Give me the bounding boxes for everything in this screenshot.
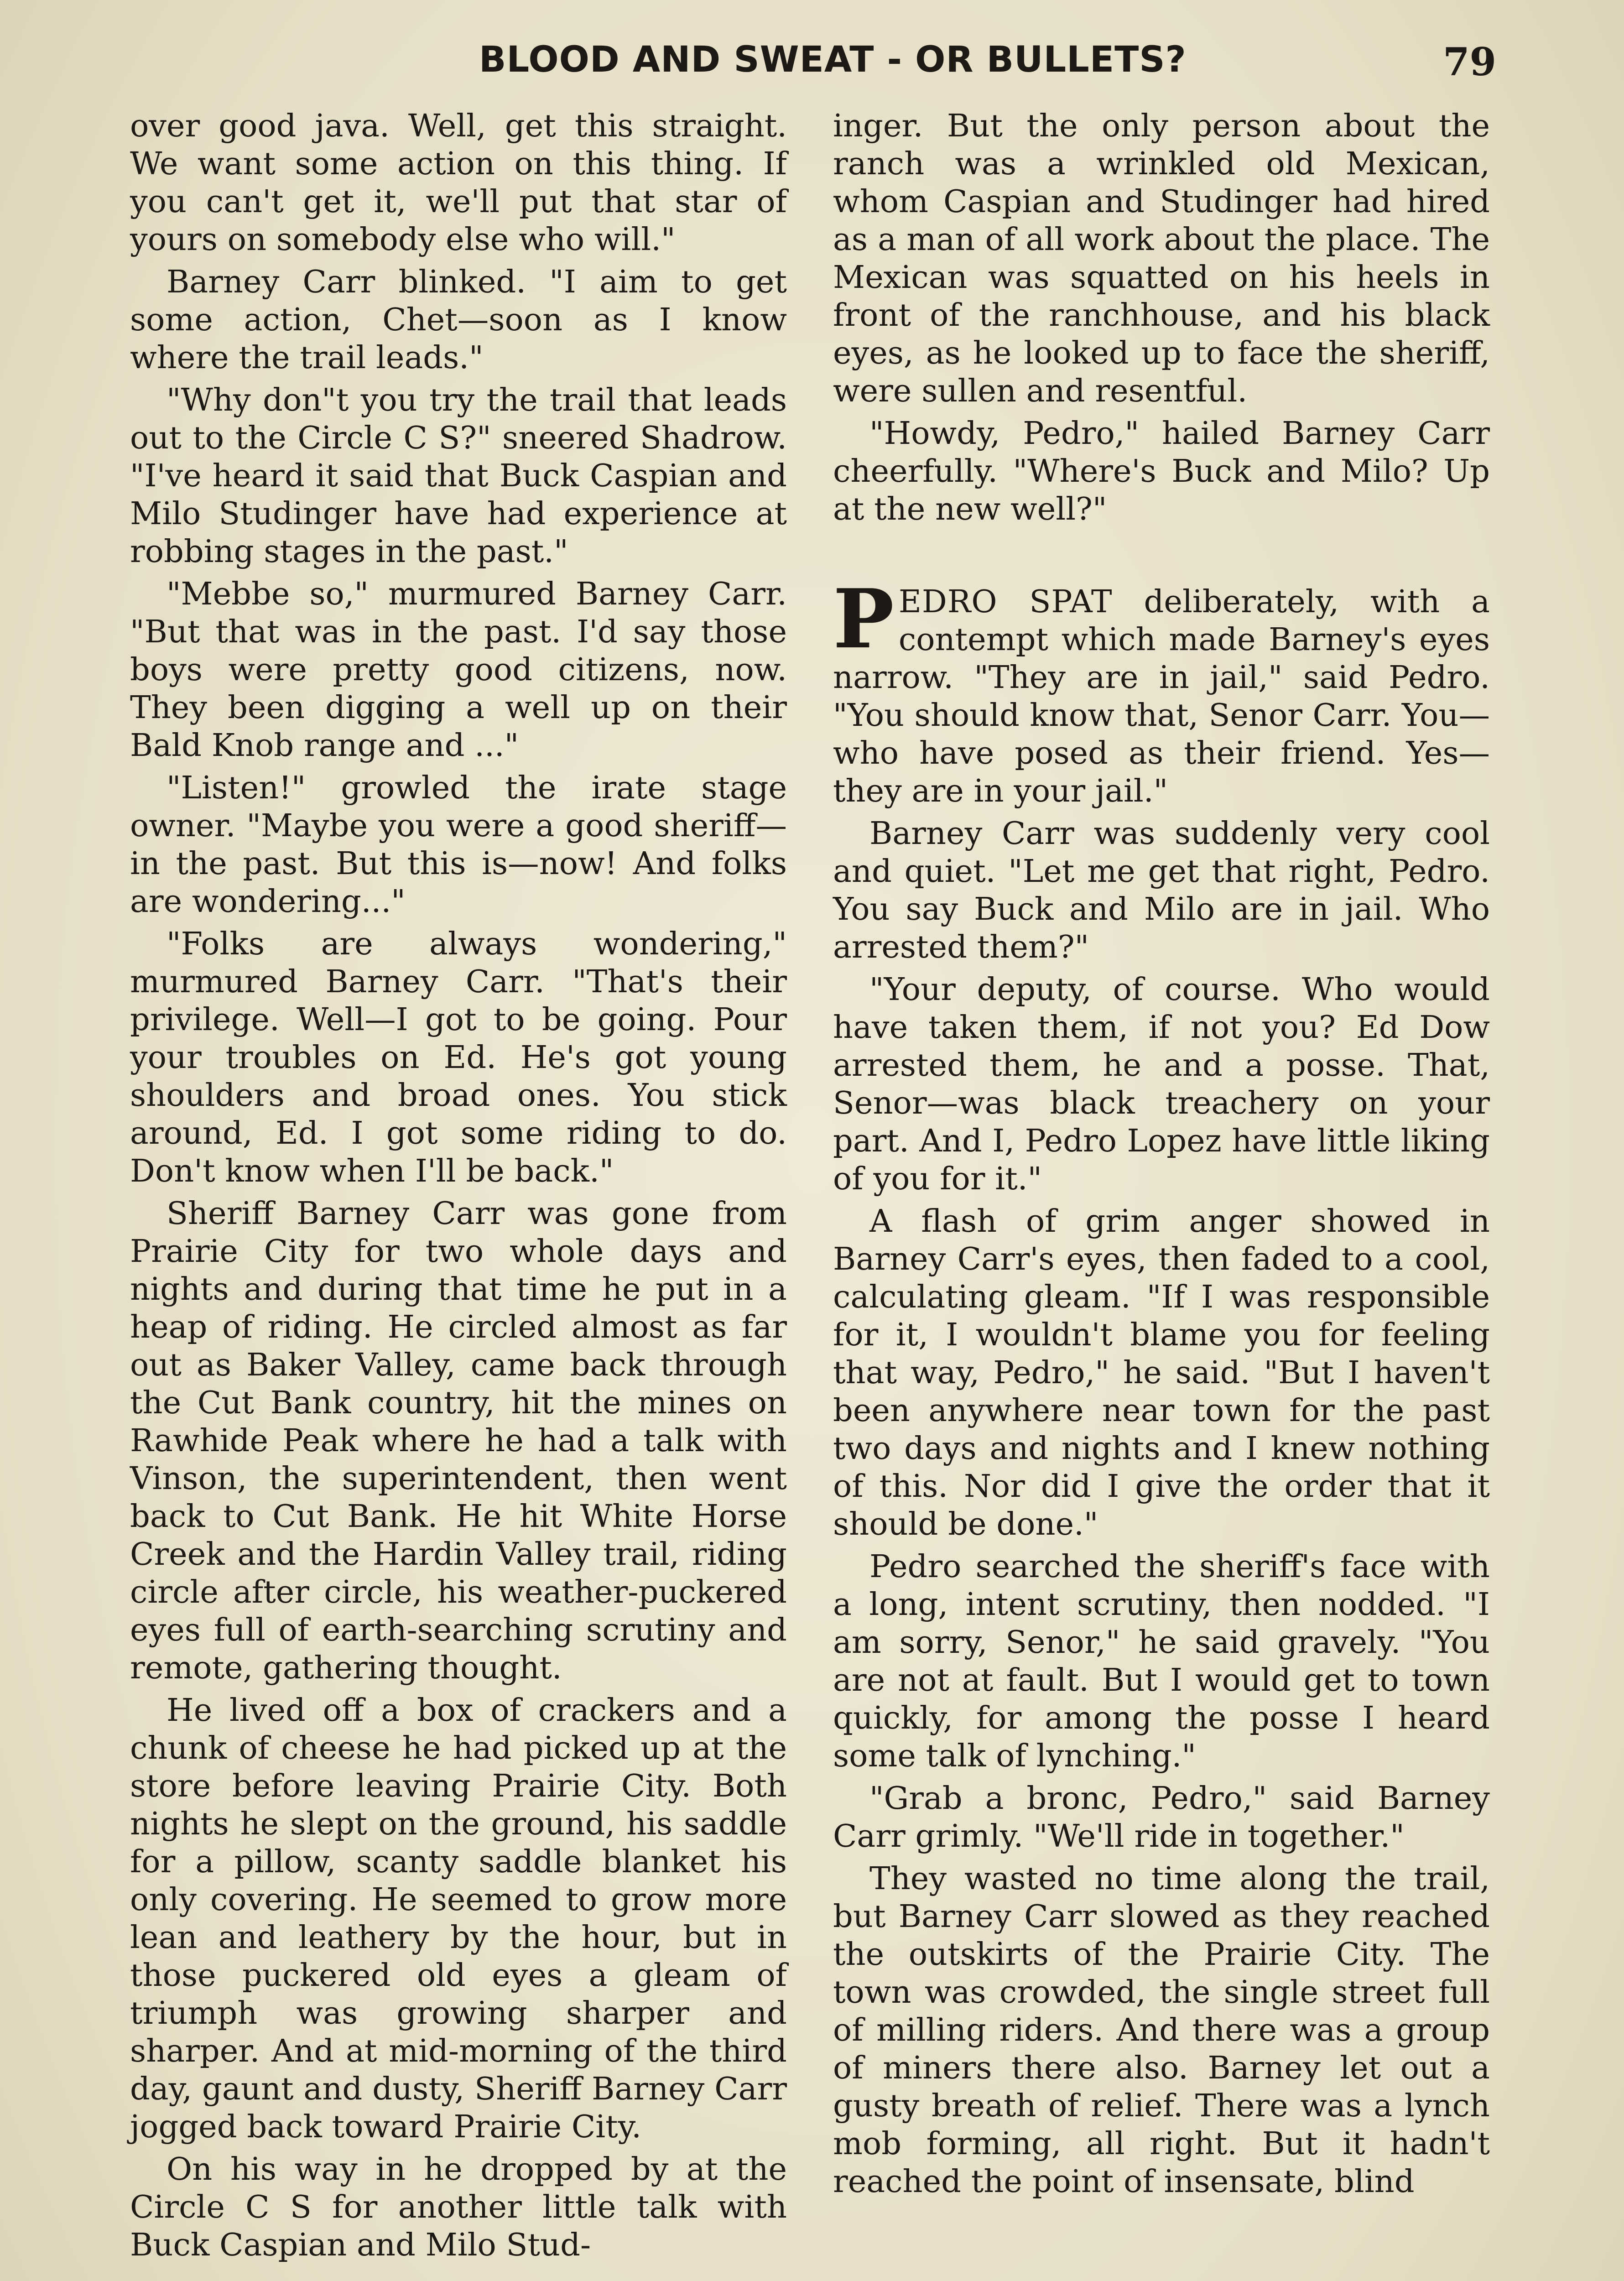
paragraph: Sheriff Barney Carr was gone from Prairie City for two whole days and nights and during that time he put in a heap of riding. He circled almost as far out as Baker Valley, came back through the Cut Bank country, hit the mines on Rawhide Peak where he had a talk with Vinson, the superintendent, then went back to Cut Bank. He hit White Horse Creek and the Hardin Valley trail, riding circle after circle, his weather-puckered eyes full of earth-searching scrutiny and remote, gathering thought.: [130, 1195, 787, 1686]
paragraph: "Folks are always wondering," murmured Barney Carr. "That's their privilege. Well—I got to be going. Pour your troubles on Ed. He's got young shoulders and broad ones. You stick around, Ed. I got some riding to do. Don't know when I'll be back.": [130, 926, 787, 1189]
paragraph: Barney Carr blinked. "I aim to get some action, Chet—soon as I know where the trail leads.": [130, 264, 787, 376]
paragraph: Barney Carr was suddenly very cool and quiet. "Let me get that right, Pedro. You say Buck and Milo are in jail. Who arrested them?": [833, 815, 1490, 965]
paragraph: inger. But the only person about the ranch was a wrinkled old Mexican, whom Caspian and Studinger had hired as a man of all work about the place. The Mexican was squatted on his heels in front of the ranchhouse, and his black eyes, as he looked up to face the sheriff, were sullen and resentful.: [833, 108, 1490, 409]
paragraph: They wasted no time along the trail, but Barney Carr slowed as they reached the outskirts of the Prairie City. The town was crowded, the single street full of milling riders. And there was a group of miners there also. Barney let out a gusty breath of relief. There was a lynch mob forming, all right. But it hadn't reached the point of insensate, blind: [833, 1860, 1490, 2200]
paragraph: On his way in he dropped by at the Circle C S for another little talk with Buck Caspian and Milo Stud-: [130, 2151, 787, 2263]
drop-cap-letter: P: [833, 571, 894, 667]
paragraph: A flash of grim anger showed in Barney Carr's eyes, then faded to a cool, calculating gleam. "If I was responsible for it, I wouldn't blame you for feeling that way, Pedro," he said. "But I haven't been anywhere near town for the past two days and nights and I knew nothing of this. Nor did I give the order that it should be done.": [833, 1203, 1490, 1542]
left-column: [130, 107, 787, 2269]
paragraph: "Grab a bronc, Pedro," said Barney Carr grimly. "We'll ride in together.": [833, 1780, 1490, 1854]
paragraph-text: deliberately, with a contempt which made Barney's eyes narrow. "They are in jail," said Pedro. "You should know that, Senor Carr. You—who have posed as their friend. Yes—they are in your jail.": [833, 583, 1490, 809]
right-column: [833, 107, 1490, 2205]
paragraph: Pedro searched the sheriff's face with a long, intent scrutiny, then nodded. "I am sorry, Senor," he said gravely. "You are not at fault. But I would get to town quickly, for among the posse I heard some talk of lynching.": [833, 1548, 1490, 1774]
paragraph: over good java. Well, get this straight. We want some action on this thing. If you can't get it, we'll put that star of yours on somebody else who will.": [130, 108, 787, 258]
dropcap-paragraph: [833, 571, 1490, 810]
paragraph: He lived off a box of crackers and a chunk of cheese he had picked up at the store before leaving Prairie City. Both nights he slept on the ground, his saddle for a pillow, scanty saddle blanket his only covering. He seemed to grow more lean and leathery by the hour, but in those puckered old eyes a gleam of triumph was growing sharper and sharper. And at mid-morning of the third day, gaunt and dusty, Sheriff Barney Carr jogged back toward Prairie City.: [130, 1692, 787, 2145]
page-number: 79: [1443, 39, 1496, 84]
paragraph: "Your deputy, of course. Who would have taken them, if not you? Ed Dow arrested them, he and a posse. That, Senor—was black treachery on your part. And I, Pedro Lopez have little liking of you for it.": [833, 971, 1490, 1197]
running-title: BLOOD AND SWEAT - OR BULLETS?: [479, 39, 1187, 80]
paragraph: "Listen!" growled the irate stage owner. "Maybe you were a good sheriff—in the past. But this is—now! And folks are wondering...": [130, 770, 787, 920]
lead-in-caps: EDRO SPAT: [898, 583, 1113, 620]
paragraph: "Howdy, Pedro," hailed Barney Carr cheerfully. "Where's Buck and Milo? Up at the new well?": [833, 415, 1490, 527]
paragraph: "Mebbe so," murmured Barney Carr. "But that was in the past. I'd say those boys were pretty good citizens, now. They been digging a well up on their Bald Knob range and ...": [130, 576, 787, 764]
paragraph: "Why don"t you try the trail that leads out to the Circle C S?" sneered Shadrow. "I've heard it said that Buck Caspian and Milo Studinger have had experience at robbing stages in the past.": [130, 382, 787, 570]
page-header: [123, 39, 1496, 99]
